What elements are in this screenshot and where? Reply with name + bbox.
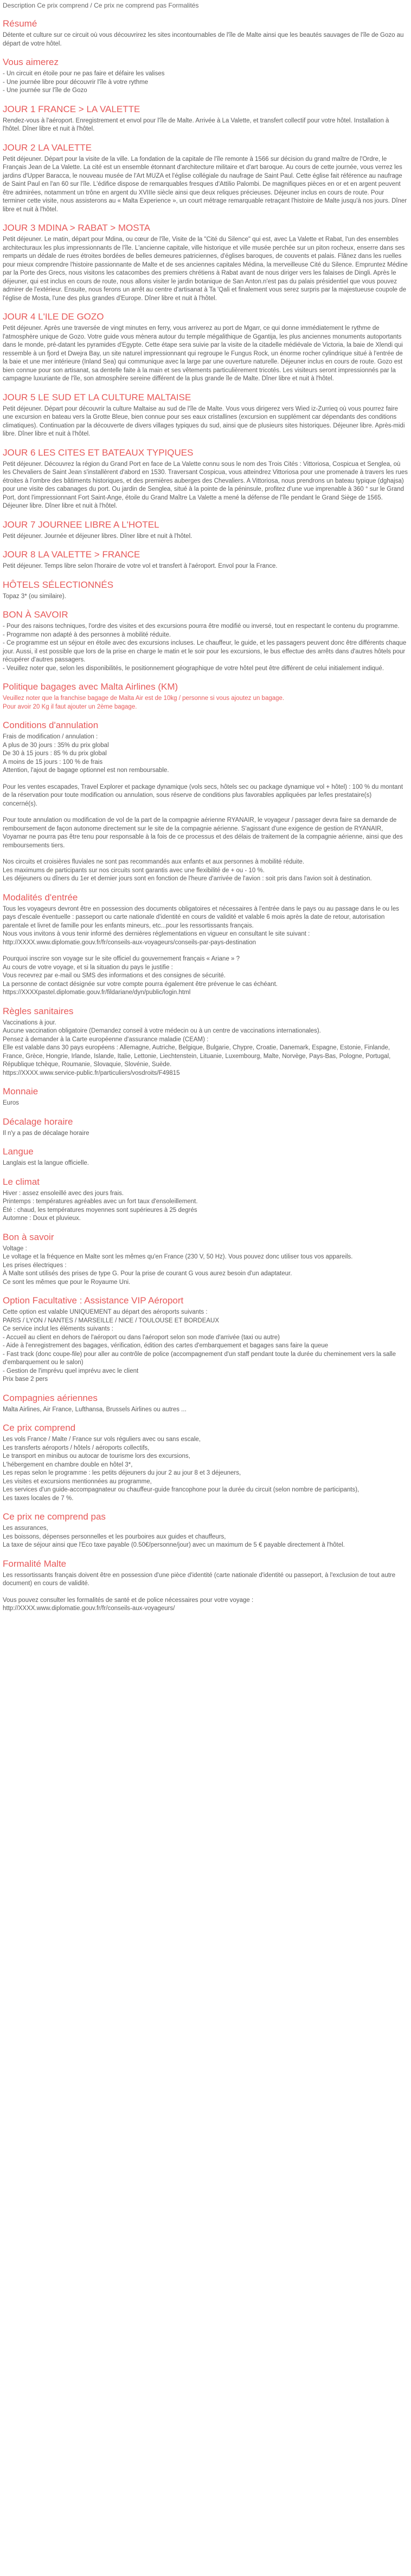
paragraph: La taxe de séjour ainsi que l'Eco taxe payable (0.50€/personne/jour) avec un maximum de 5 € payable directement à l'hôtel. xyxy=(3,1542,345,1548)
section xyxy=(3,1559,408,1613)
section-title: Décalage horaire xyxy=(3,1116,73,1127)
paragraph: Il n'y a pas de décalage horaire xyxy=(3,1130,89,1137)
section xyxy=(3,223,408,303)
paragraph: Été : chaud, les températures moyennes sont supérieures à 25 degrés xyxy=(3,1206,197,1214)
paragraph: À Malte sont utilisés des prises de type G. Pour la prise de courant G vous aurez besoin d'un adaptateur. xyxy=(3,1270,292,1277)
paragraph: Pourquoi inscrire son voyage sur le site officiel du gouvernement français « Ariane » ? xyxy=(3,956,240,962)
section xyxy=(3,1117,408,1138)
paragraph: L'hébergement en chambre double en hôtel 3*, xyxy=(3,1461,133,1468)
section-title: JOUR 7 JOURNEE LIBRE A L'HOTEL xyxy=(3,519,159,530)
paragraph: Vous recevrez par e-mail ou SMS des informations et des consignes de sécurité. xyxy=(3,972,226,979)
section-title: JOUR 6 LES CITES ET BATEAUX TYPIQUES xyxy=(3,447,194,458)
paragraph: Malta Airlines, Air France, Lufthansa, Brussels Airlines ou autres ... xyxy=(3,1406,187,1413)
paragraph: Pour les ventes escapades, Travel Explorer et package dynamique (vols secs, hôtels sec ou package dynamique vol + hôtel) : 100 % du montant de la réservation pour toute modification ou annulation, sous réserve de conditions plus favorables appliquées par le/les prestataire(s) concerné(s). xyxy=(3,783,403,807)
paragraph: - Fast track (donc coupe-file) pour aller au contrôle de police (accompagnement d'un staff pendant toute la durée du cheminement vers la salle d'embarquement ou le salon) xyxy=(3,1351,396,1366)
paragraph: Voltage : xyxy=(3,1245,27,1252)
paragraph: Petit déjeuner. Départ pour découvrir la culture Maltaise au sud de l'île de Malte. Vous vous dirigerez vers Wied iz-Zurrieq où vous pourrez faire une excursion en bateau vers la Grotte Bleue, bien connue pour ses eaux cristallines (excursion en supplément car dépendants des conditions climatiques). Continuation par la découverte de divers villages typiques du sud, ainsi que de plusieurs sites historiques. Déjeuner libre. Après-midi libre. Dîner libre et nuit à l'hôtel. xyxy=(3,405,405,437)
paragraph: Frais de modification / annulation : xyxy=(3,734,98,740)
paragraph: A plus de 30 jours : 35% du prix global xyxy=(3,742,109,749)
paragraph-gap xyxy=(3,1588,408,1597)
section xyxy=(3,1232,408,1287)
section-title: BON À SAVOIR xyxy=(3,609,68,620)
paragraph: - Accueil au client en dehors de l'aéroport ou dans l'aéroport selon son mode d'arrivée (taxi ou autre) xyxy=(3,1334,280,1341)
section-title: JOUR 4 L'ILE DE GOZO xyxy=(3,312,104,322)
section xyxy=(3,609,408,673)
section xyxy=(3,549,408,571)
section xyxy=(3,447,408,511)
paragraph: Petit déjeuner. Journée et déjeuner libres. Dîner libre et nuit à l'hôtel. xyxy=(3,533,192,540)
paragraph: - Un circuit en étoile pour ne pas faire et défaire les valises xyxy=(3,70,165,77)
paragraph: Vaccinations à jour. xyxy=(3,1019,56,1026)
paragraph: Petit déjeuner. Découvrez la région du Grand Port en face de La Valette connu sous le nom des Trois Cités : Vittoriosa, Cospicua et Senglea, où les Chevaliers de Saint Jean s'installèrent d'abord en 1530. Traversant Cospicua, vous atteindrez Vittoriosa pour une promenade à travers les rues étroites à l'ombre des bâtiments historiques, et des premières auberges des Chevaliers. A Vittoriosa, nous prendrons un bateau typique (dghajsa) pour une visite des cabanages du port. Ou jardin de Senglea, situé à la pointe de la péninsule, profitez d'une vue imprenable à 360 ° sur le Grand Port, dont l'impressionnant Fort Saint-Ange, étoile du Grand Maître La Valette a mené la défense de l'île pendant le Grand Siège de 1565. Déjeuner libre. Dîner libre et nuit à l'hôtel. xyxy=(3,460,408,509)
section-title: Monnaie xyxy=(3,1086,38,1096)
paragraph: Nous vous invitons à vous tenir informé des dernières réglementations en vigueur en consultant le site suivant : http://XXXX.www.diplomatie.gouv.fr/fr/conseils-aux-voyageurs/conseils-par-pays-destination xyxy=(3,931,310,946)
section-title: JOUR 8 LA VALETTE > FRANCE xyxy=(3,549,140,560)
section-title: Langue xyxy=(3,1146,34,1157)
paragraph: - Aide à l'enregistrement des bagages, vérification, édition des cartes d'embarquement et bagages sans faire la queue xyxy=(3,1342,329,1349)
paragraph: Prix base 2 pers xyxy=(3,1376,48,1383)
paragraph: - Gestion de l'imprévu quel imprévu avec le client xyxy=(3,1367,139,1374)
baggage-note: Veuillez noter que la franchise bagage de Malta Air est de 10kg / personne si vous ajoutez un bagage. xyxy=(3,695,285,702)
section xyxy=(3,1086,408,1108)
paragraph: Les assurances, xyxy=(3,1525,48,1532)
paragraph: Les vols France / Malte / France sur vols réguliers avec ou sans escale, xyxy=(3,1436,201,1443)
paragraph: Aucune vaccination obligatoire (Demandez conseil à votre médecin ou à un centre de vaccinations internationales). xyxy=(3,1028,321,1034)
section-title: Ce prix comprend xyxy=(3,1423,76,1433)
paragraph: Les services d'un guide-accompagnateur ou chauffeur-guide francophone pour la durée du circuit (selon nombre de participants), xyxy=(3,1487,359,1493)
paragraph: Topaz 3* (ou similaire). xyxy=(3,593,66,600)
paragraph: - Veuillez noter que, selon les disponibilités, le positionnement géographique de votre hôtel peut être différent de celui initialement indiqué. xyxy=(3,665,384,672)
paragraph: Euros xyxy=(3,1100,20,1106)
paragraph: - Une journée sur l'île de Gozo xyxy=(3,87,87,94)
section-title: Résumé xyxy=(3,18,37,29)
paragraph: Les visites et excursions mentionnées au programme, xyxy=(3,1478,152,1485)
paragraph: Les ressortissants français doivent être en possession d'une pièce d'identité (carte nationale d'identité ou passeport, à l'exclusion de tout autre document) en cours de validité. xyxy=(3,1572,396,1587)
paragraph: Rendez-vous à l'aéroport. Enregistrement et envol pour l'île de Malte. Arrivée à La Valette, et transfert collectif pour votre hôtel. Installation à l'hôtel. Dîner libre et nuit à l'hôtel. xyxy=(3,117,389,132)
paragraph: Petit déjeuner. Temps libre selon l'horaire de votre vol et transfert à l'aéroport. Envol pour la France. xyxy=(3,563,278,569)
paragraph: Les maximums de participants sur nos circuits sont garantis avec une flexibilité de + ou - 10 %. xyxy=(3,867,265,874)
section-title: Formalité Malte xyxy=(3,1558,67,1569)
section-title: Modalités d'entrée xyxy=(3,892,78,903)
section-title: Conditions d'annulation xyxy=(3,720,99,730)
paragraph-gap xyxy=(3,850,408,858)
paragraph[interactable]: http://XXXX.www.diplomatie.gouv.fr/fr/conseils-aux-voyageurs/ xyxy=(3,1605,175,1612)
section xyxy=(3,1177,408,1223)
paragraph: Les boissons, dépenses personnelles et les pourboires aux guides et chauffeurs, xyxy=(3,1533,226,1540)
breadcrumb-description: Description Ce prix comprend / Ce prix ne comprend pas Formalités xyxy=(3,2,199,9)
paragraph: - Ce programme est un séjour en étoile avec des excursions incluses. Le chauffeur, le guide, et les passagers peuvent donc être différents chaque jour. Aussi, il est possible que lors de la prise en charge le matin et le soir pour les excursions, le bus effectue des arrêts dans d'autres hôtels pour récupérer d'autres passagers. xyxy=(3,640,407,663)
paragraph: - Une journée libre pour découvrir l'île à votre rythme xyxy=(3,79,149,86)
paragraph: Automne : Doux et pluvieux. xyxy=(3,1215,81,1222)
section xyxy=(3,312,408,384)
paragraph: Nos circuits et croisières fluviales ne sont pas recommandés aux enfants et aux personnes à mobilité réduite. xyxy=(3,859,305,865)
paragraph: - Programme non adapté à des personnes à mobilité réduite. xyxy=(3,631,171,638)
paragraph: Printemps : températures agréables avec un fort taux d'ensoleillement. xyxy=(3,1198,198,1205)
section-title: Politique bagages avec Malta Airlines (KM) xyxy=(3,682,178,692)
paragraph-gap xyxy=(3,947,408,955)
baggage-note: Pour avoir 20 Kg il faut ajouter un 2ème bagage. xyxy=(3,703,137,710)
section xyxy=(3,142,408,215)
paragraph: Tous les voyageurs devront être en possession des documents obligatoires et nécessaires à l'entrée dans le pays ou au passage dans le ou les pays d'escale éventuelle : passeport ou carte nationale d'identité en cours de validité et valable 6 mois après la date de retour, autorisation parentale et livret de famille pour les enfants mineurs, etc...pour les ressortissants français. xyxy=(3,905,399,929)
section xyxy=(3,1423,408,1503)
paragraph: Petit déjeuner. Le matin, départ pour Mdina, ou cœur de l'île, Visite de la "Cité du Silence" qui est, avec La Valette et Rabat, l'un des ensembles architecturaux les plus impressionnants de l'île. L'ancienne capitale, ville historique et ville musée perchée sur un piton rocheux, enserre dans ses remparts un dédale de rues étroites bordées de belles demeures patriciennes, d'églises baroques, de couvents et palais. Flânez dans les ruelles pour mieux comprendre l'histoire passionnante de Malte et de ses anciennes capitales Médina, la merveilleuse Cité du Silence. Empruntez Médine par la Porte des Grecs, nous visitons les catacombes des premiers chrétiens à Rabat avant de nous diriger vers les falaises de Dingli. Après le déjeuner, qui est inclus en cours de route, nous allons visiter le jardin botanique de San Anton.n'est pas du palais présidentiel que vous pouvez admirer de l'extérieur. Ensuite, nous ferons un arrêt au centre d'artisanat à Ta 'Qali et finalement vous serez surpris par la majestueuse coupole de l'église de Mosta, l'une des plus grandes d'Europe. Dîner libre et nuit à l'hôtel. xyxy=(3,236,408,302)
section xyxy=(3,57,408,95)
section-title: Règles sanitaires xyxy=(3,1005,74,1016)
paragraph[interactable]: https://XXXXpastel.diplomatie.gouv.fr/fildariane/dyn/public/login.html xyxy=(3,989,191,996)
paragraph: PARIS / LYON / NANTES / MARSEILLE / NICE / TOULOUSE ET BORDEAUX xyxy=(3,1317,219,1324)
paragraph: Vous pouvez consulter les formalités de santé et de police nécessaires pour votre voyage : xyxy=(3,1597,254,1604)
section xyxy=(3,682,408,711)
paragraph: - Pour des raisons techniques, l'ordre des visites et des excursions pourra être modifié ou inversé, tout en respectant le contenu du programme. xyxy=(3,623,400,630)
paragraph: Détente et culture sur ce circuit où vous découvrirez les sites incontournables de l'île de Malte ainsi que les beautés sauvages de l'île de Gozo au départ de votre hôtel. xyxy=(3,32,404,47)
section xyxy=(3,580,408,601)
paragraph: Au cours de votre voyage, et si la situation du pays le justifie : xyxy=(3,964,173,971)
section xyxy=(3,892,408,997)
paragraph: Ce service inclut les éléments suivants : xyxy=(3,1326,113,1332)
section xyxy=(3,1511,408,1550)
paragraph: Petit déjeuner. Départ pour la visite de la ville. La fondation de la capitale de l'île remonte à 1566 sur décision du grand maître de l'Ordre, le Français Jean de La Valette. La cité est un ensemble étonnant d'architecture militaire et d'art baroque. Au cours de cette journée, vous verrez les jardins d'Upper Baracca, le nouveau musée de l'Art MUZA et l'église collégiale du naufrage de Saint Paul. Cette église fait référence au naufrage de Saint Paul en l'an 60 sur l'île. L'édifice dispose de remarquables fresques d'Attilio Palombi. De magnifiques pièces en or et en argent peuvent être admirées, notamment un trône en argent du XVIIIe siècle ainsi que deux reliques précieuses. Déjeuner inclus en cours de route. Pour terminer cette visite, nous assisterons au « Malta Experience », un court métrage remarquable retraçant l'histoire de Malte jusqu'à nos jours. Dîner libre et nuit à l'hôtel. xyxy=(3,155,407,213)
paragraph: Petit déjeuner. Après une traversée de vingt minutes en ferry, vous arriverez au port de Mgarr, ce qui donne immédiatement le rythme de l'atmosphère unique de Gozo. Votre guide vous mènera autour du temple mégalithique de Ggantija, les plus anciennes monuments autoportants dans le monde, pré-datant les pyramides d'Egypte. Cette étape sera suivie par la visite de la citadelle médiévale de Victoria, la baie de Xlendi qui ressemble à un fjord et Dwejra Bay, un site naturel impressionnant qui regroupe le Fungus Rock, un énorme rocher cylindrique situé à l'entrée de la baie et une mer intérieure (Inland Sea) qui communique avec la large par une ouverture naturelle. Déjeuner inclus en cours de route. Gozo est bien connue pour son artisanat, sa dentelle faite à la main et ses vêtements particulièrement tricotés. Les visiteurs seront impressionnés par la campagne luxuriante de l'île, son atmosphère sereine différent de la plus grande île de Malte. Dîner libre et nuit à l'hôtel. xyxy=(3,325,403,382)
paragraph: Les repas selon le programme : les petits déjeuners du jour 2 au jour 8 et 3 déjeuners, xyxy=(3,1470,241,1476)
section-title: HÔTELS SÉLECTIONNÉS xyxy=(3,579,114,590)
paragraph: Pour toute annulation ou modification de vol de la part de la compagnie aérienne RYANAIR, le voyageur / passager devra faire sa demande de remboursement de façon autonome directement sur le site de la compagnie aérienne. S'agissant d'une exigence de gestion de RYANAIR, Voyamar ne pourra pas être tenu pour responsable à la fois de ce processus et des délais de traitement de la compagnie aérienne, ainsi que des remboursements tiers. xyxy=(3,817,403,849)
paragraph: Elle est valable dans 30 pays européens : Allemagne, Autriche, Belgique, Bulgarie, Chypre, Croatie, Danemark, Espagne, Estonie, Finlande, France, Grèce, Hongrie, Irlande, Islande, Italie, Lettonie, Liechtenstein, Lituanie, Luxembourg, Malte, Norvège, Pays-Bas, Pologne, Portugal, République tchèque, Roumanie, Slovaquie, Slovénie, Suède. xyxy=(3,1044,391,1068)
section-title: Vous aimerez xyxy=(3,57,59,67)
paragraph: Les prises électriques : xyxy=(3,1262,67,1269)
section-title: JOUR 3 MDINA > RABAT > MOSTA xyxy=(3,223,151,233)
section-title: Bon à savoir xyxy=(3,1231,54,1242)
section-title: Option Facultative : Assistance VIP Aéroport xyxy=(3,1295,184,1306)
paragraph: Pensez à demander à la Carte européenne d'assurance maladie (CEAM) : xyxy=(3,1036,209,1043)
paragraph-gap xyxy=(3,775,408,783)
section xyxy=(3,520,408,541)
section-title: JOUR 2 LA VALETTE xyxy=(3,142,92,153)
paragraph: A moins de 15 jours : 100 % de frais xyxy=(3,758,103,765)
paragraph: Attention, l'ajout de bagage optionnel est non remboursable. xyxy=(3,767,169,774)
section-title: JOUR 5 LE SUD ET LA CULTURE MALTAISE xyxy=(3,392,191,403)
section xyxy=(3,1295,408,1384)
paragraph[interactable]: https://XXXX.www.service-public.fr/particuliers/vosdroits/F49815 xyxy=(3,1069,180,1076)
section xyxy=(3,1146,408,1168)
section xyxy=(3,1006,408,1078)
paragraph: De 30 à 15 jours : 85 % du prix global xyxy=(3,750,107,757)
paragraph: Cette option est valable UNIQUEMENT au départ des aéroports suivants : xyxy=(3,1309,208,1315)
section xyxy=(3,392,408,439)
paragraph-gap xyxy=(3,808,408,816)
paragraph: Le voltage et la fréquence en Malte sont les mêmes qu'en France (230 V, 50 Hz). Vous pouvez donc utiliser tous vos appareils. xyxy=(3,1254,353,1260)
paragraph: Les déjeuners ou dîners du 1er et dernier jours sont en fonction de l'heure d'arrivée de l'avion : soit pris dans l'avion soit à destination. xyxy=(3,875,372,882)
paragraph: Ce sont les mêmes que pour le Royaume Uni. xyxy=(3,1279,131,1286)
paragraph: Les taxes locales de 7 %. xyxy=(3,1495,74,1502)
section xyxy=(3,104,408,134)
section-title: Le climat xyxy=(3,1176,40,1187)
paragraph: Le transport en minibus ou autocar de tourisme lors des excursions, xyxy=(3,1453,190,1459)
section xyxy=(3,18,408,48)
paragraph: Langlais est la langue officielle. xyxy=(3,1160,89,1166)
section xyxy=(3,1393,408,1414)
section-title: Compagnies aériennes xyxy=(3,1392,98,1403)
paragraph: La personne de contact désignée sur votre compte pourra également être prévenue le cas échéant. xyxy=(3,981,278,988)
section-title: Ce prix ne comprend pas xyxy=(3,1511,106,1522)
document-body xyxy=(3,18,408,1613)
section-title: JOUR 1 FRANCE > LA VALETTE xyxy=(3,103,140,114)
paragraph: Les transferts aéroports / hôtels / aéroports collectifs, xyxy=(3,1444,150,1451)
paragraph: Hiver : assez ensoleillé avec des jours frais. xyxy=(3,1190,124,1197)
section xyxy=(3,720,408,884)
